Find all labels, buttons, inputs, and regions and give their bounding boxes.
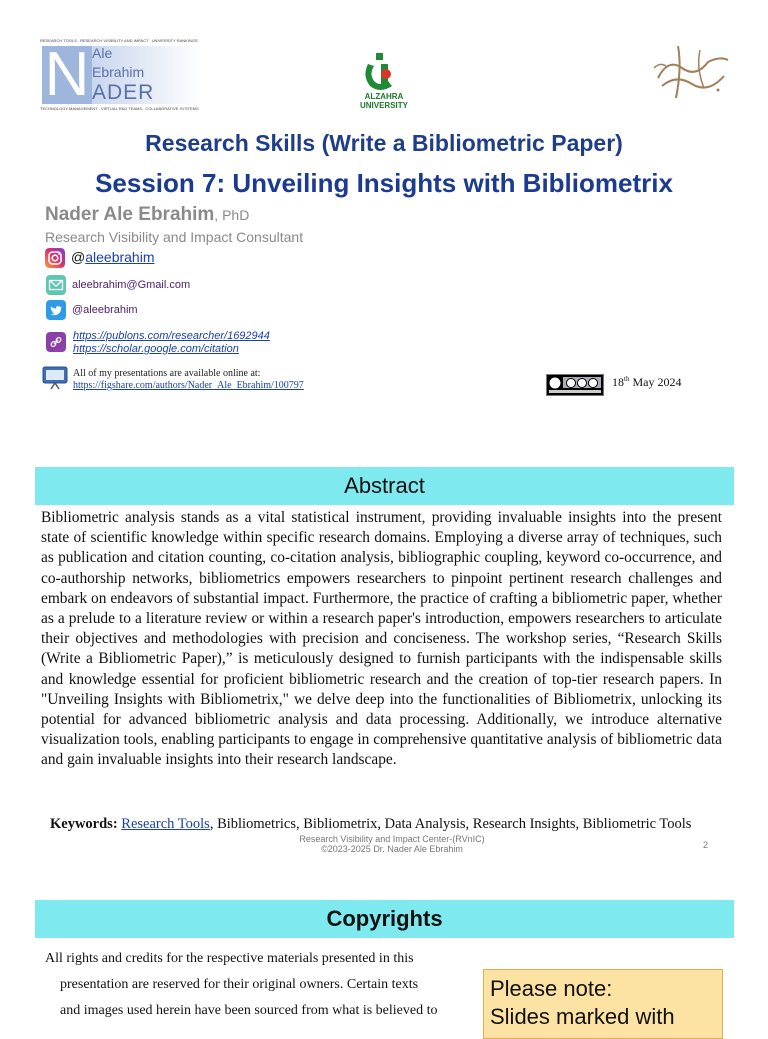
copyrights-body	[45, 946, 470, 1024]
alzahra-line2: UNIVERSITY	[359, 101, 408, 110]
logo-initial: N	[42, 46, 92, 104]
date-rest: May 2024	[629, 375, 682, 389]
date-suffix: th	[624, 375, 630, 383]
note-line1: Please note:	[490, 976, 613, 1001]
presentation-icon-wrap	[42, 366, 68, 390]
copyrights-line: All rights and credits for the respective materials presented in this	[45, 951, 414, 966]
email-contact	[46, 275, 66, 300]
logo-word-ale: Ale	[92, 45, 113, 61]
abstract-heading: Abstract	[35, 467, 734, 505]
presentations-note	[73, 368, 304, 392]
keywords-rest: , Bibliometrics, Bibliometrix, Data Analysis, Research Insights, Bibliometric Tools	[209, 816, 692, 832]
course-title: Research Skills (Write a Bibliometric Paper)	[145, 130, 623, 156]
cc-license-icon	[547, 375, 603, 395]
mail-icon	[46, 275, 66, 295]
instagram-icon	[45, 248, 65, 268]
alzahra-university-logo	[348, 50, 420, 116]
author-degree: , PhD	[214, 207, 250, 223]
email-address[interactable]: aleebrahim@Gmail.com	[72, 279, 191, 291]
keywords-label: Keywords:	[50, 816, 118, 832]
instagram-at: @	[71, 249, 86, 265]
copyrights-heading: Copyrights	[35, 900, 734, 938]
note-line2: Slides marked with	[490, 1004, 675, 1029]
research-tools-link[interactable]: Research Tools	[121, 816, 210, 832]
bismillah-calligraphy	[648, 38, 734, 110]
please-note-box	[483, 969, 723, 1039]
logo-tagline-top: RESEARCH TOOLS . RESEARCH VISIBILITY AND IMPACT . UNIVERSITY RANKINGS	[40, 38, 198, 43]
author-name	[45, 204, 249, 226]
instagram-handle-row	[71, 249, 154, 265]
google-scholar-link[interactable]: https://scholar.google.com/citation	[73, 343, 239, 355]
footer-line1: Research Visibility and Impact Center-(RVnIC)	[299, 834, 485, 844]
nader-ale-ebrahim-logo	[40, 38, 205, 112]
alzahra-line1: ALZAHRA	[364, 92, 404, 101]
keywords-line	[50, 816, 691, 833]
presentation-date	[612, 375, 681, 390]
copyrights-line: and images used herein have been sourced from what is believed to	[60, 1003, 438, 1018]
creative-commons-badge	[546, 374, 604, 396]
web-links-contact	[46, 332, 66, 357]
twitter-contact	[46, 300, 66, 325]
presentations-note-text: All of my presentations are available online at:	[73, 368, 261, 379]
page-number: 2	[703, 840, 709, 850]
twitter-handle[interactable]: @aleebrahim	[72, 304, 138, 316]
twitter-icon	[46, 300, 66, 320]
calligraphy-icon	[648, 38, 734, 110]
alzahra-caption	[348, 92, 420, 110]
presentation-icon	[42, 366, 68, 390]
logo-word-ebrahim: Ebrahim	[92, 64, 145, 80]
author-role: Research Visibility and Impact Consultant	[45, 229, 304, 245]
logo-tagline-bottom: TECHNOLOGY MANAGEMENT . VIRTUAL R&D TEAMS . COLLABORATIVE SYSTEMS	[40, 106, 199, 111]
publons-link[interactable]: https://publons.com/researcher/1692944	[73, 330, 270, 342]
link-icon	[46, 332, 66, 352]
session-title: Session 7: Unveiling Insights with Bibliometrix	[95, 168, 673, 198]
alzahra-emblem-icon	[348, 50, 420, 94]
instagram-link[interactable]: aleebrahim	[85, 249, 155, 265]
logo-word-ader: ADER	[92, 81, 155, 104]
abstract-body: Bibliometric analysis stands as a vital statistical instrument, providing invaluable insights into the present state of scientific knowledge within specific research domains. Employing a diverse array of techniques, such as publication and citation counting, co-citation analysis, bibliographic coupling, keyword co-occurrence, and co-authorship networks, bibliometrics empowers researchers to pinpoint pertinent research challenges and embark on endeavors of substantial impact. Furthermore, the practice of crafting a bibliometric paper, whether as a prelude to a literature review or within a research paper's introduction, empowers researchers to articulate their objectives and methodologies with precision and conciseness. The workshop series, “Research Skills (Write a Bibliometric Paper),” is meticulously designed to furnish participants with the indispensable skills and knowledge essential for proficient bibliometric research and the creation of top-tier research papers. In "Unveiling Insights with Bibliometrix," we delve deep into the functionalities of Bibliometrix, unlocking its potential for advanced bibliometric analysis and data processing. Additionally, we introduce alternative visualization tools, enabling participants to engage in comprehensive quantitative analysis of bibliometric data and gain invaluable insights into their research landscape.	[41, 509, 722, 769]
figshare-link[interactable]: https://figshare.com/authors/Nader_Ale_Ebrahim/100797	[73, 380, 304, 391]
instagram-contact	[45, 248, 65, 273]
copyrights-line: presentation are reserved for their original owners. Certain texts	[60, 977, 419, 992]
footer-line2: ©2023-2025 Dr. Nader Ale Ebrahim	[321, 844, 463, 854]
date-day: 18	[612, 375, 624, 389]
slide-footer	[0, 834, 768, 854]
author-name-text: Nader Ale Ebrahim	[45, 204, 215, 225]
